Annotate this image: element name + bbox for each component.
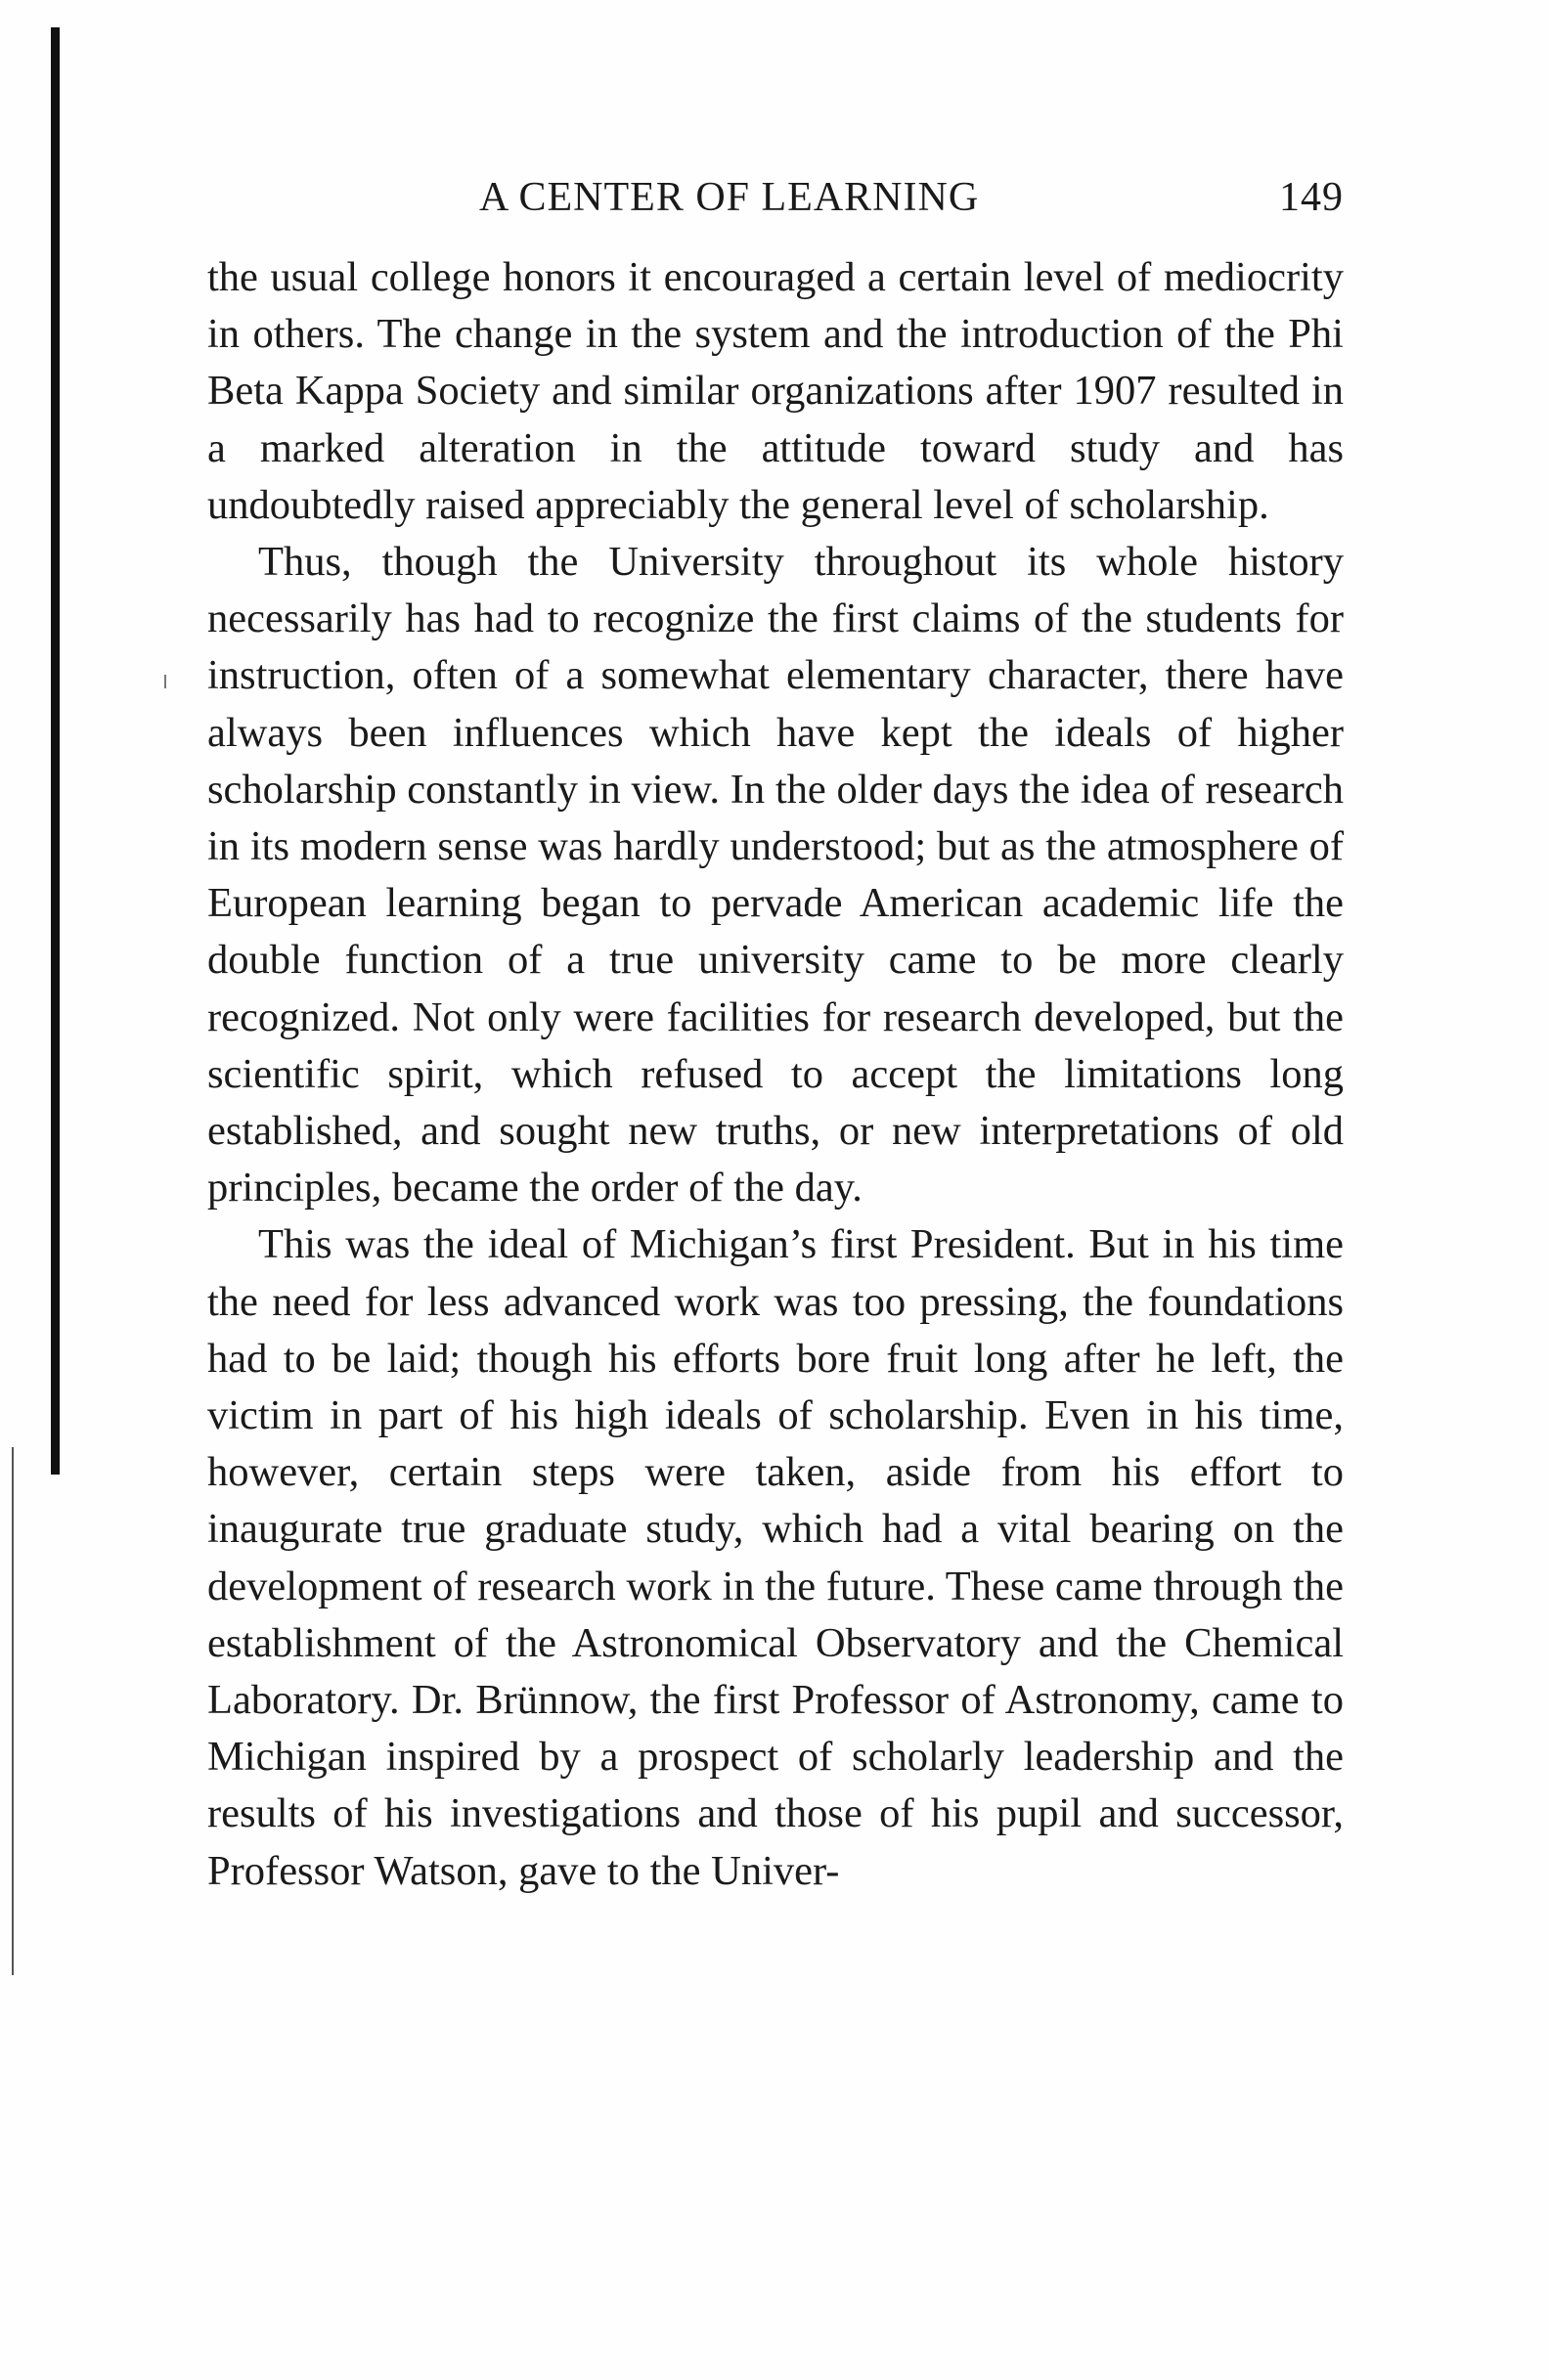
scan-edge-line (12, 1447, 14, 1975)
paragraph-first-president: This was the ideal of Michigan’s first President. But in his time the need for less advanced work was too pressing, the foundations had to be laid; though his efforts bore fruit long after he left, the victim in part of his high ideals of scholarship. Even in his time, however, certain steps were taken, aside from his effort to inaugurate true graduate study, which had a vital bearing on the development of research work in the future. These came through the establishment of the Astronomical Observatory and the Chemical Laboratory. Dr. Brünnow, the first Professor of Astronomy, came to Michigan inspired by a prospect of scholarly leadership and the results of his investigations and those of his pupil and successor, Professor Watson, gave to the Univer- (207, 1221, 1344, 1894)
running-title: A CENTER OF LEARNING (479, 175, 980, 220)
paragraph-university-scholarship: Thus, though the University throughout its whole history necessarily has had to recognize the first claims of the students for instruction, often of a somewhat elementary character, there have always been influences which have kept the ideals of higher scholarship constantly in view. In the older days the idea of research in its modern sense was hardly understood; but as the atmosphere of European learning began to pervade American academic life the double function of a true university came to be more clearly recognized. Not only were facilities for research developed, but the scientific spirit, which refused to accept the limitations long established, and sought new truths, or new interpretations of old principles, became the order of the day. (207, 539, 1344, 1212)
scan-margin-mark (164, 675, 166, 688)
running-head (207, 174, 1344, 233)
scan-binding-edge (51, 27, 60, 1475)
paragraph-continuation: the usual college honors it encouraged a certain level of mediocrity in others. The change in the system and the introduction of the Phi Beta Kappa Society and similar organizations after 1907 resulted in a marked alteration in the attitude toward study and has undoubtedly raised appreciably the general level of scholarship. (207, 254, 1344, 528)
body-text (207, 249, 1344, 1900)
page-number: 149 (1279, 175, 1344, 220)
